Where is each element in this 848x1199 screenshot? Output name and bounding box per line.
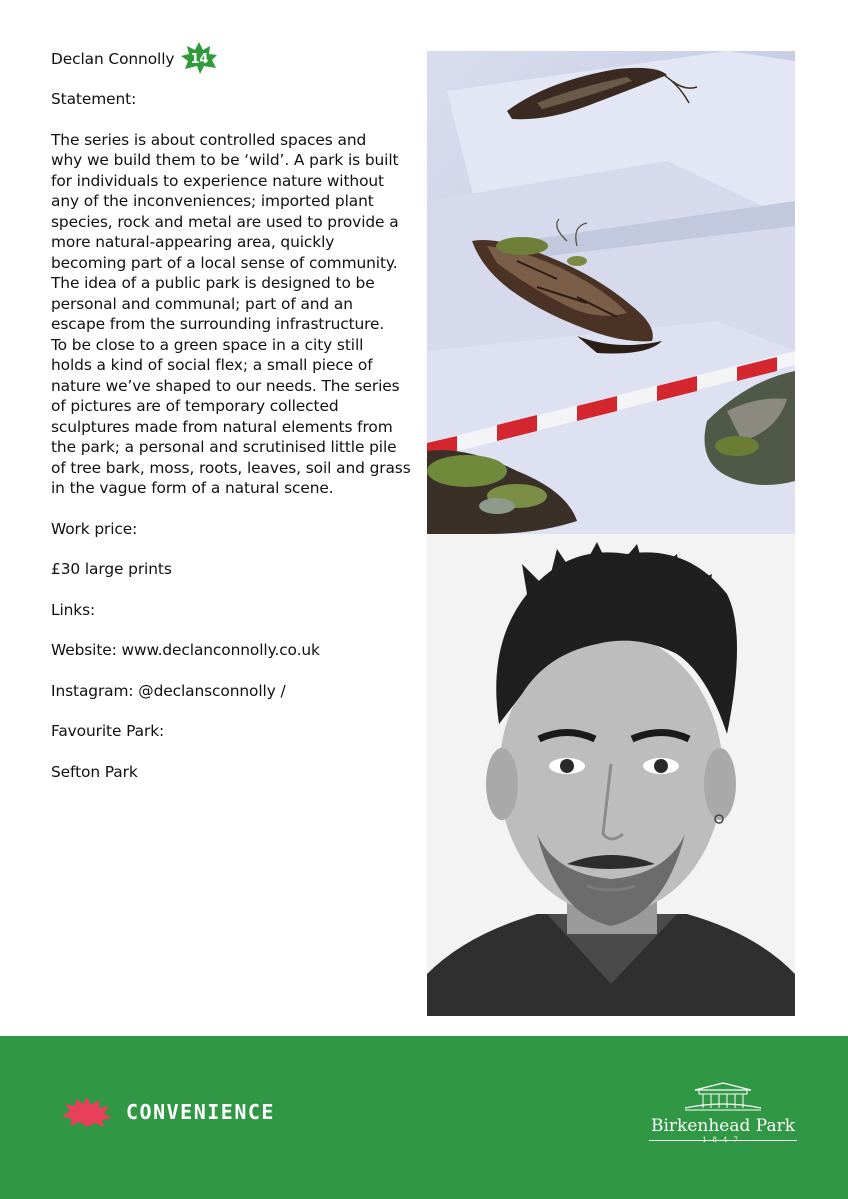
statement-line: why we build them to be ‘wild’. A park is built xyxy=(51,151,399,169)
statement-line: To be close to a green space in a city still xyxy=(51,335,364,354)
artist-portrait xyxy=(427,534,795,1016)
statement-line: The idea of a public park is designed to be xyxy=(51,274,375,292)
artist-header xyxy=(51,47,423,71)
statement-line: escape from the surrounding infrastructure. xyxy=(51,315,385,333)
statement-label: Statement: xyxy=(51,90,137,108)
statement-line: more natural-appearing area, quickly xyxy=(51,233,335,251)
statement-line: nature we’ve shaped to our needs. The series xyxy=(51,376,400,395)
star-burst-icon xyxy=(62,1097,112,1127)
work-price-label: Work price: xyxy=(51,519,138,538)
convenience-wordmark: CONVENIENCE xyxy=(126,1100,275,1124)
favourite-park-value: Sefton Park xyxy=(51,762,138,781)
statement-line: becoming part of a local sense of community. xyxy=(51,253,398,272)
boathouse-icon xyxy=(645,1080,801,1116)
statement-line: species, rock and metal are used to provide a xyxy=(51,212,399,231)
birkenhead-park-logo[interactable] xyxy=(645,1080,801,1148)
website-link[interactable]: Website: www.declanconnolly.co.uk xyxy=(51,641,320,659)
statement-line: of tree bark, moss, roots, leaves, soil and grass xyxy=(51,458,411,477)
statement-line: The series is about controlled spaces and xyxy=(51,130,367,149)
badge-number: 14 xyxy=(190,52,209,67)
statement-line: of pictures are of temporary collected xyxy=(51,397,339,415)
favourite-park-label: Favourite Park: xyxy=(51,722,165,740)
statement-line: in the vague form of a natural scene. xyxy=(51,479,334,497)
artist-info xyxy=(51,47,423,782)
artwork-photo xyxy=(427,51,795,534)
birkenhead-park-year: 1847 xyxy=(702,1136,744,1144)
convenience-logo[interactable] xyxy=(62,1097,275,1127)
number-badge xyxy=(180,42,218,74)
statement-line: any of the inconveniences; imported plant xyxy=(51,192,374,210)
statement-line: holds a kind of social flex; a small piece of xyxy=(51,356,373,374)
work-price-value: £30 large prints xyxy=(51,560,172,578)
statement-body xyxy=(51,130,423,499)
statement-line: sculptures made from natural elements from xyxy=(51,417,393,436)
links-label: Links: xyxy=(51,600,96,619)
statement-line: for individuals to experience nature without xyxy=(51,171,384,190)
statement-line: the park; a personal and scrutinised little pile xyxy=(51,438,397,456)
artist-name: Declan Connolly xyxy=(51,49,175,68)
birkenhead-park-wordmark: Birkenhead Park xyxy=(650,1116,796,1136)
instagram-link[interactable]: Instagram: @declansconnolly / xyxy=(51,681,286,700)
statement-line: personal and communal; part of and an xyxy=(51,294,353,313)
artwork-illustration xyxy=(427,51,795,534)
portrait-illustration xyxy=(427,534,795,1016)
